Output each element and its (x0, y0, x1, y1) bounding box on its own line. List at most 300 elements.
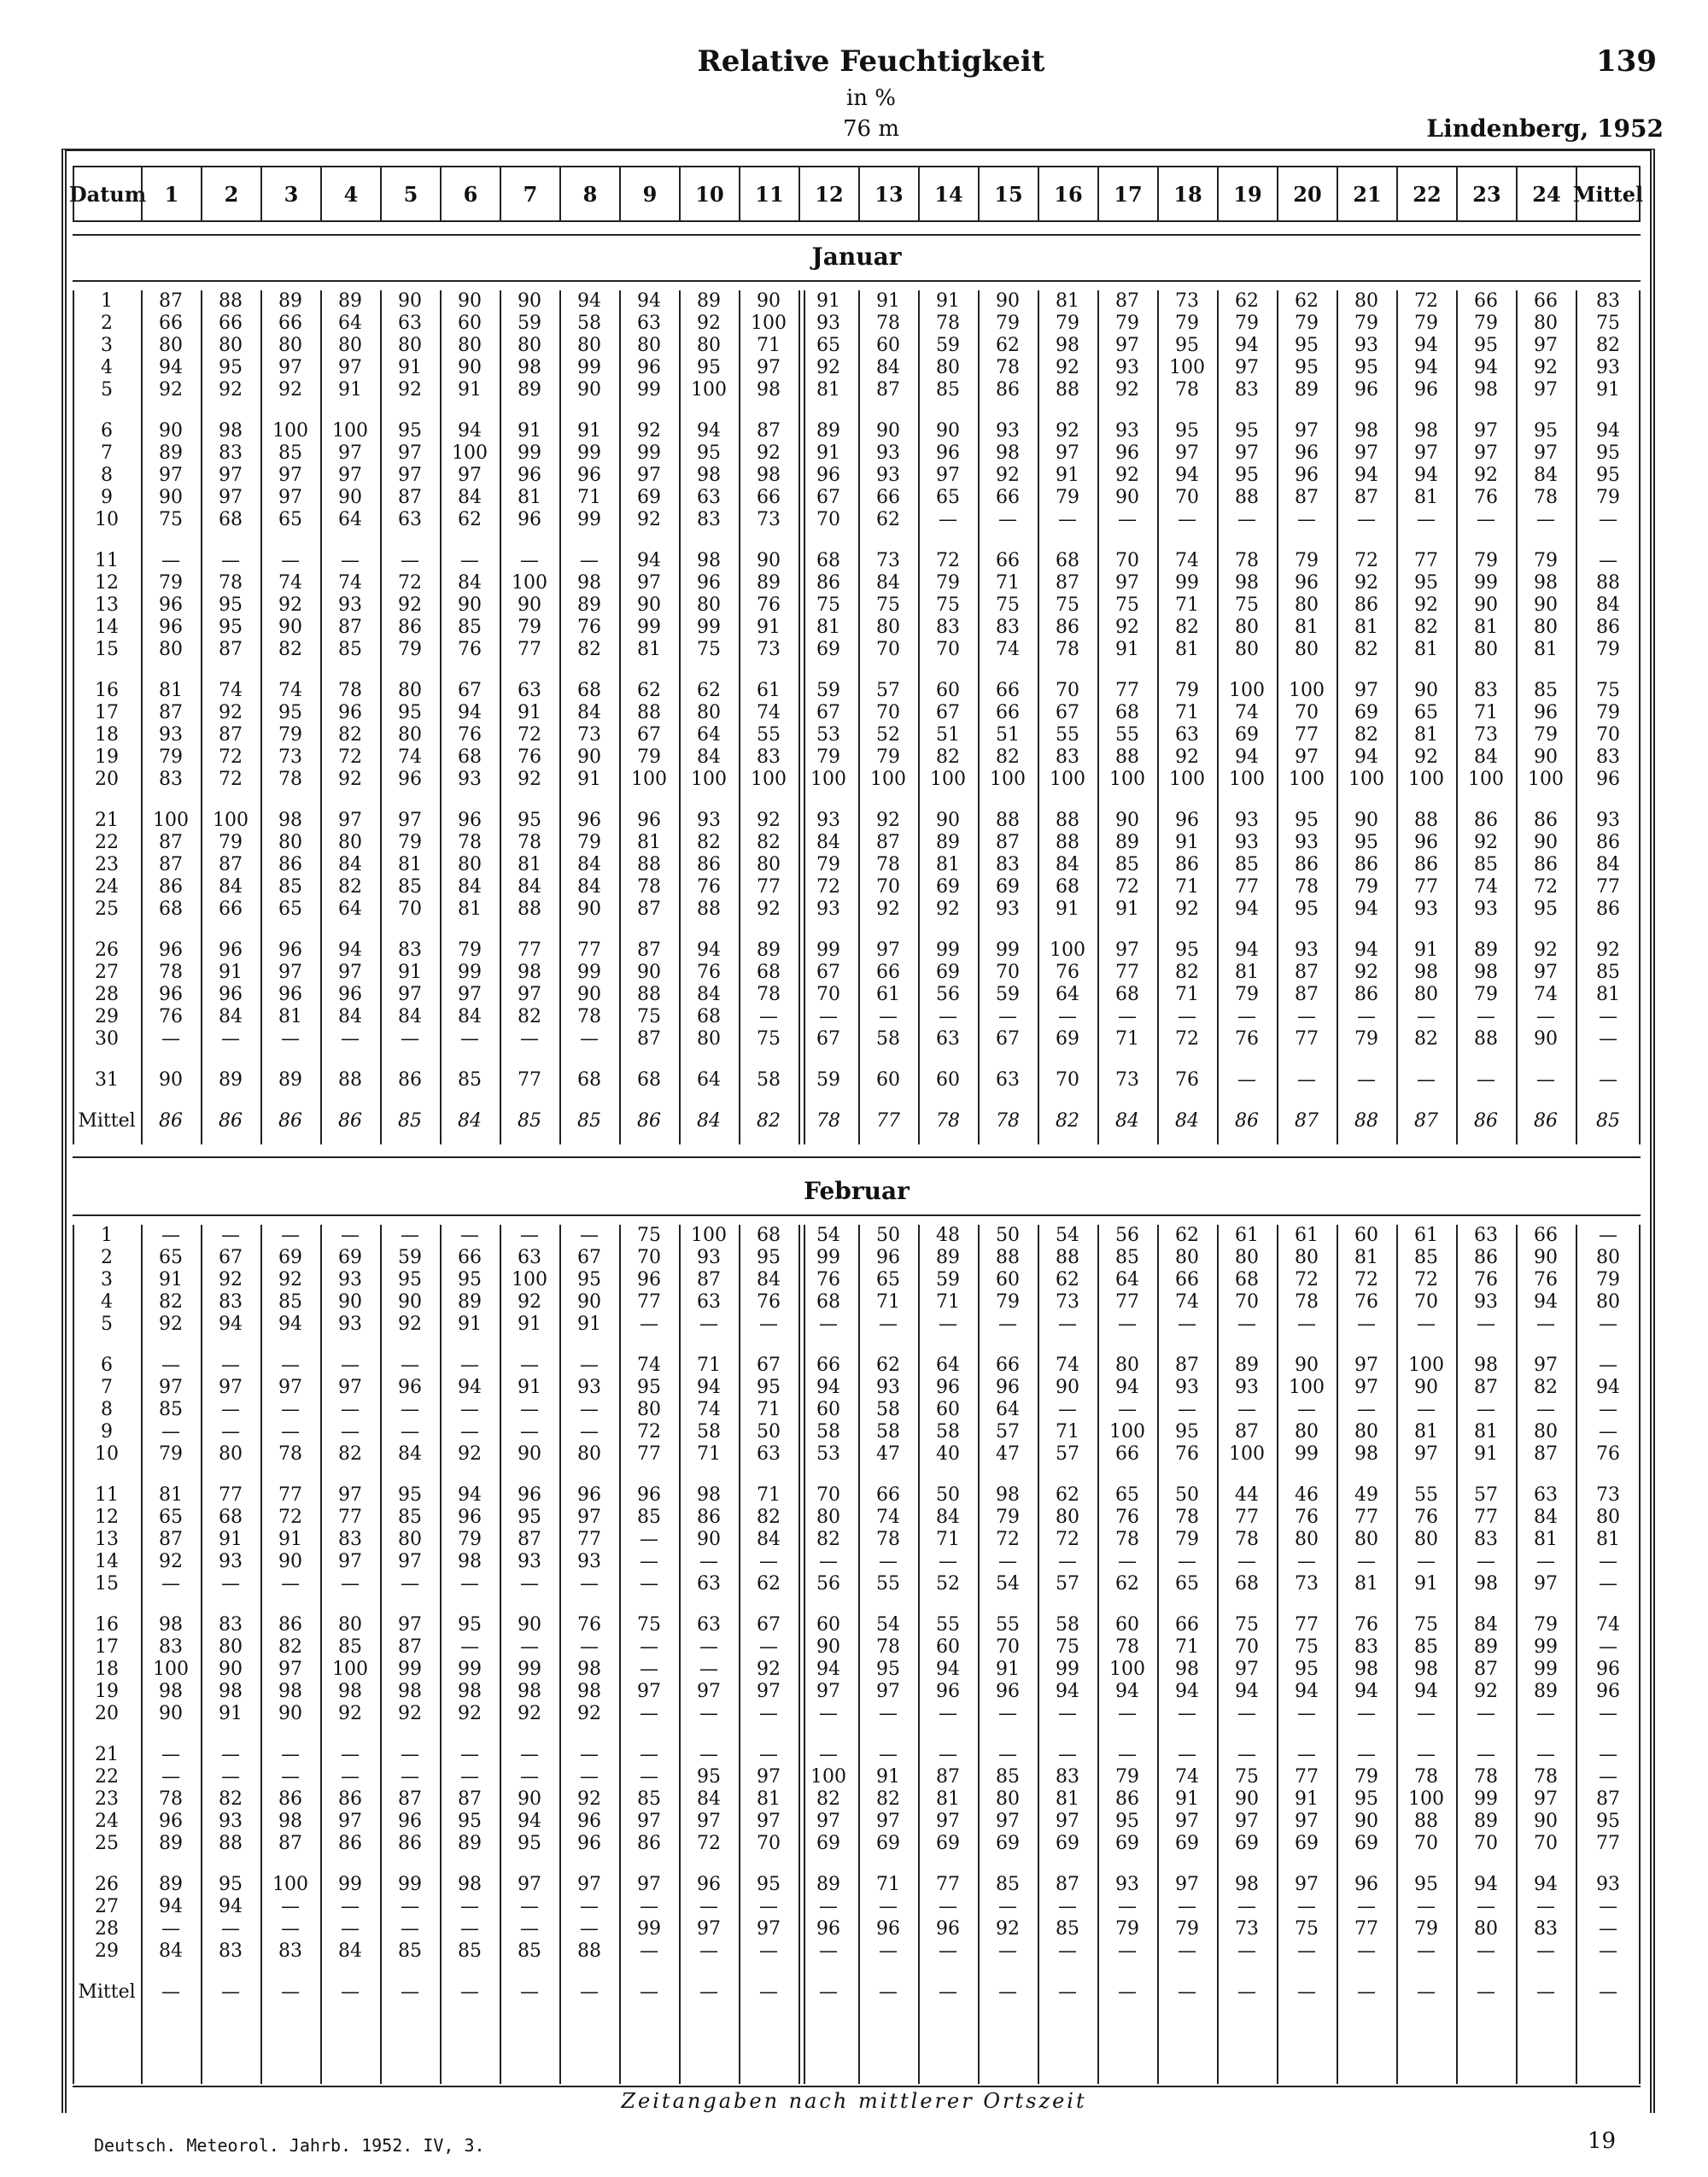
humidity-cell: 83 (1235, 379, 1259, 401)
humidity-cell: — (161, 1028, 180, 1050)
humidity-cell: 80 (1534, 313, 1558, 334)
humidity-cell: 93 (876, 1377, 900, 1398)
humidity-cell: — (819, 1314, 838, 1335)
humidity-cell: 90 (757, 290, 781, 312)
table-row (73, 1614, 1641, 1636)
humidity-cell: 65 (876, 1269, 900, 1290)
table-row (73, 1028, 1641, 1050)
humidity-cell: 74 (398, 746, 422, 768)
humidity-cell: 90 (996, 290, 1020, 312)
humidity-cell: 82 (757, 832, 781, 853)
humidity-cell: 97 (338, 1484, 362, 1506)
humidity-cell: 51 (996, 724, 1020, 746)
humidity-cell: 94 (458, 1377, 482, 1398)
humidity-cell: — (281, 1399, 300, 1420)
hourly-mean-cell: 82 (757, 1110, 781, 1132)
table-row (73, 962, 1641, 984)
humidity-cell: 92 (1354, 962, 1378, 983)
humidity-cell: 77 (518, 939, 541, 961)
humidity-cell: 57 (1056, 1573, 1079, 1595)
humidity-cell: 90 (398, 290, 422, 312)
humidity-cell: — (998, 1896, 1017, 1917)
humidity-cell: — (1118, 1551, 1137, 1572)
humidity-cell: 67 (816, 962, 840, 983)
humidity-cell: 77 (1235, 876, 1259, 898)
humidity-cell: 79 (1056, 487, 1079, 508)
humidity-cell: 71 (1474, 702, 1498, 723)
humidity-cell: 98 (1354, 1443, 1378, 1465)
humidity-cell: 96 (577, 1484, 601, 1506)
humidity-cell: 80 (757, 854, 781, 875)
humidity-cell: 72 (219, 746, 243, 768)
humidity-cell: — (819, 1896, 838, 1917)
humidity-cell: — (161, 1918, 180, 1940)
humidity-cell: 81 (816, 617, 840, 638)
humidity-cell: 75 (1414, 1614, 1438, 1636)
month-heading-februar: Februar (804, 1177, 910, 1205)
humidity-cell: — (1536, 1940, 1555, 1962)
humidity-cell: 80 (159, 335, 183, 356)
humidity-cell: 100 (332, 1659, 368, 1680)
humidity-cell: 63 (518, 1247, 541, 1268)
humidity-cell: 76 (697, 876, 721, 898)
humidity-cell: 95 (518, 1507, 541, 1528)
date-cell: 18 (95, 724, 119, 746)
humidity-cell: 87 (1295, 984, 1319, 1005)
humidity-cell: 92 (996, 465, 1020, 486)
humidity-cell: 70 (1235, 1636, 1259, 1658)
humidity-cell: 73 (1235, 1918, 1259, 1940)
humidity-cell: 95 (1175, 420, 1199, 442)
humidity-cell: 65 (159, 1247, 183, 1268)
humidity-cell: 77 (637, 1443, 661, 1465)
humidity-cell: 82 (1175, 617, 1199, 638)
humidity-cell: — (1297, 1703, 1316, 1724)
humidity-cell: 97 (1474, 442, 1498, 464)
humidity-cell: 99 (398, 1874, 422, 1895)
humidity-cell: — (640, 1703, 658, 1724)
humidity-cell: 76 (577, 617, 601, 638)
humidity-cell: 72 (936, 550, 960, 571)
humidity-cell: 94 (1235, 335, 1259, 356)
daily-mean-cell: — (1599, 1918, 1617, 1940)
humidity-cell: 90 (1354, 1811, 1378, 1832)
hourly-mean-cell: — (998, 1981, 1017, 2003)
table-row (73, 1247, 1641, 1269)
date-cell: 11 (95, 550, 119, 571)
humidity-cell: 98 (1414, 1659, 1438, 1680)
humidity-cell: — (401, 1896, 419, 1917)
humidity-cell: 95 (1474, 335, 1498, 356)
humidity-cell: 83 (219, 1291, 243, 1313)
humidity-cell: 100 (272, 1874, 308, 1895)
humidity-cell: 74 (278, 572, 302, 594)
humidity-cell: 96 (398, 1377, 422, 1398)
humidity-cell: 73 (876, 550, 900, 571)
humidity-cell: 80 (996, 1788, 1020, 1810)
humidity-cell: 75 (1056, 1636, 1079, 1658)
humidity-cell: 96 (159, 594, 183, 616)
humidity-cell: — (1118, 1399, 1137, 1420)
daily-mean-cell: 93 (1596, 810, 1620, 831)
humidity-cell: — (520, 1399, 539, 1420)
humidity-cell: — (1417, 1006, 1436, 1027)
humidity-cell: 70 (996, 962, 1020, 983)
humidity-cell: 59 (996, 984, 1020, 1005)
humidity-cell: 48 (936, 1225, 960, 1246)
humidity-cell: 65 (1414, 702, 1438, 723)
humidity-cell: 92 (219, 379, 243, 401)
humidity-cell: — (1178, 1551, 1196, 1572)
humidity-cell: 87 (278, 1833, 302, 1854)
humidity-cell: — (460, 1399, 479, 1420)
humidity-cell: 69 (338, 1247, 362, 1268)
humidity-cell: 87 (159, 290, 183, 312)
humidity-cell: 63 (1474, 1225, 1498, 1246)
daily-mean-cell: — (1599, 1766, 1617, 1788)
humidity-cell: — (401, 1399, 419, 1420)
humidity-cell: 97 (1056, 1811, 1079, 1832)
humidity-cell: 85 (398, 1507, 422, 1528)
humidity-cell: 73 (1115, 1069, 1139, 1091)
humidity-cell: 86 (278, 1788, 302, 1810)
humidity-cell: 96 (936, 1918, 960, 1940)
humidity-cell: 81 (1414, 487, 1438, 508)
humidity-cell: 93 (458, 769, 482, 790)
humidity-cell: 80 (159, 639, 183, 660)
humidity-cell: 96 (876, 1247, 900, 1268)
humidity-cell: 84 (1056, 854, 1079, 875)
humidity-cell: 99 (398, 1659, 422, 1680)
humidity-cell: 97 (398, 810, 422, 831)
humidity-cell: 97 (697, 1918, 721, 1940)
humidity-cell: 80 (697, 335, 721, 356)
humidity-cell: 97 (577, 1874, 601, 1895)
humidity-cell: — (939, 1551, 957, 1572)
humidity-cell: 57 (876, 680, 900, 701)
humidity-cell: — (1417, 1940, 1436, 1962)
humidity-cell: 99 (816, 939, 840, 961)
humidity-cell: 50 (876, 1225, 900, 1246)
humidity-cell: 86 (1534, 810, 1558, 831)
humidity-cell: 63 (518, 680, 541, 701)
humidity-cell: 96 (1414, 832, 1438, 853)
humidity-cell: 78 (996, 357, 1020, 378)
humidity-cell: 78 (1414, 1766, 1438, 1788)
column-header-hour: 15 (978, 167, 1038, 220)
humidity-cell: 89 (936, 1247, 960, 1268)
humidity-cell: 94 (1534, 1874, 1558, 1895)
humidity-cell: 92 (398, 1703, 422, 1724)
humidity-cell: 91 (1056, 465, 1079, 486)
humidity-cell: 64 (1115, 1269, 1139, 1290)
humidity-cell: 82 (996, 746, 1020, 768)
humidity-cell: — (939, 1744, 957, 1765)
humidity-cell: 90 (1235, 1788, 1259, 1810)
humidity-cell: 99 (637, 442, 661, 464)
humidity-cell: 70 (1414, 1291, 1438, 1313)
humidity-cell: 87 (1474, 1659, 1498, 1680)
humidity-cell: 94 (1235, 1681, 1259, 1702)
humidity-cell: 92 (278, 379, 302, 401)
humidity-cell: 72 (1354, 550, 1378, 571)
humidity-cell: 83 (219, 442, 243, 464)
humidity-cell: 79 (996, 1507, 1020, 1528)
humidity-cell: 97 (219, 487, 243, 508)
humidity-cell: 92 (1175, 746, 1199, 768)
humidity-cell: — (1536, 1703, 1555, 1724)
humidity-cell: 95 (697, 357, 721, 378)
humidity-cell: — (699, 1659, 718, 1680)
humidity-cell: 81 (1175, 639, 1199, 660)
humidity-cell: — (1118, 509, 1137, 530)
date-cell: 25 (95, 898, 119, 920)
humidity-cell: 79 (1534, 550, 1558, 571)
humidity-cell: 94 (637, 290, 661, 312)
humidity-cell: 96 (577, 1833, 601, 1854)
humidity-cell: — (699, 1940, 718, 1962)
humidity-cell: 59 (936, 1269, 960, 1290)
humidity-cell: 76 (1354, 1614, 1378, 1636)
humidity-cell: 80 (1414, 1529, 1438, 1550)
humidity-cell: — (640, 1940, 658, 1962)
table-row (73, 1377, 1641, 1399)
humidity-cell: 75 (1115, 594, 1139, 616)
humidity-cell: 84 (816, 832, 840, 853)
humidity-cell: — (1477, 1896, 1495, 1917)
humidity-cell: 91 (1175, 832, 1199, 853)
humidity-cell: 94 (219, 1896, 243, 1917)
humidity-cell: — (401, 1744, 419, 1765)
humidity-cell: — (998, 509, 1017, 530)
humidity-cell: 95 (1295, 810, 1319, 831)
humidity-cell: 76 (1235, 1028, 1259, 1050)
humidity-cell: — (520, 1766, 539, 1788)
humidity-cell: 99 (816, 1247, 840, 1268)
column-header-hour: 8 (559, 167, 619, 220)
humidity-cell: 97 (1235, 442, 1259, 464)
humidity-cell: 95 (577, 1269, 601, 1290)
hourly-mean-cell: — (699, 1981, 718, 2003)
humidity-cell: 80 (1175, 1247, 1199, 1268)
humidity-cell: 78 (1474, 1766, 1498, 1788)
humidity-cell: 64 (1056, 984, 1079, 1005)
humidity-cell: 65 (936, 487, 960, 508)
humidity-cell: 96 (1534, 702, 1558, 723)
humidity-cell: — (161, 1766, 180, 1788)
humidity-cell: 97 (1534, 1573, 1558, 1595)
humidity-cell: 90 (338, 1291, 362, 1313)
humidity-cell: 54 (816, 1225, 840, 1246)
humidity-cell: 80 (1295, 594, 1319, 616)
humidity-cell: — (1477, 1314, 1495, 1335)
humidity-cell: 75 (637, 1006, 661, 1027)
humidity-cell: — (1417, 1896, 1436, 1917)
humidity-cell: 61 (1414, 1225, 1438, 1246)
humidity-cell: 95 (697, 1766, 721, 1788)
humidity-cell: 62 (458, 509, 482, 530)
humidity-cell: 71 (876, 1874, 900, 1895)
humidity-cell: 95 (757, 1874, 781, 1895)
table-row (73, 594, 1641, 617)
humidity-cell: 97 (398, 1614, 422, 1636)
humidity-cell: 93 (219, 1811, 243, 1832)
humidity-cell: 88 (996, 1247, 1020, 1268)
humidity-cell: 69 (936, 1833, 960, 1854)
humidity-cell: 84 (458, 876, 482, 898)
humidity-cell: 81 (936, 854, 960, 875)
humidity-cell: 93 (1115, 357, 1139, 378)
humidity-cell: 77 (1295, 1614, 1319, 1636)
daily-mean-cell: — (1599, 550, 1617, 571)
humidity-cell: 79 (1235, 984, 1259, 1005)
humidity-cell: 78 (278, 769, 302, 790)
humidity-cell: 84 (338, 1940, 362, 1962)
humidity-cell: 70 (1534, 1833, 1558, 1854)
humidity-cell: — (520, 1918, 539, 1940)
humidity-cell: 99 (1474, 572, 1498, 594)
humidity-cell: 97 (757, 1766, 781, 1788)
humidity-cell: 67 (757, 1614, 781, 1636)
humidity-cell: 79 (1414, 313, 1438, 334)
humidity-cell: 71 (876, 1291, 900, 1313)
humidity-cell: 85 (1115, 1247, 1139, 1268)
humidity-cell: 83 (936, 617, 960, 638)
humidity-cell: 92 (219, 702, 243, 723)
hourly-mean-cell: — (939, 1981, 957, 2003)
humidity-cell: 97 (577, 1507, 601, 1528)
humidity-cell: 91 (219, 1703, 243, 1724)
humidity-cell: — (1477, 1399, 1495, 1420)
humidity-cell: — (1237, 1069, 1256, 1091)
table-row (73, 702, 1641, 724)
humidity-cell: 87 (1115, 290, 1139, 312)
humidity-cell: 82 (936, 746, 960, 768)
humidity-cell: — (341, 1028, 360, 1050)
humidity-cell: — (580, 1355, 599, 1376)
humidity-cell: — (1178, 1940, 1196, 1962)
humidity-cell: 90 (637, 962, 661, 983)
humidity-cell: 87 (1295, 962, 1319, 983)
humidity-cell: 97 (518, 984, 541, 1005)
humidity-cell: — (640, 1766, 658, 1788)
humidity-cell: 66 (996, 550, 1020, 571)
humidity-cell: 82 (1414, 617, 1438, 638)
humidity-cell: 82 (1534, 1377, 1558, 1398)
humidity-cell: 95 (1115, 1811, 1139, 1832)
humidity-cell: 98 (1534, 572, 1558, 594)
daily-mean-cell: 82 (1596, 335, 1620, 356)
humidity-cell: 79 (1534, 724, 1558, 746)
humidity-cell: 79 (1534, 1614, 1558, 1636)
humidity-cell: 87 (996, 832, 1020, 853)
humidity-cell: 87 (219, 639, 243, 660)
humidity-cell: 90 (876, 420, 900, 442)
humidity-cell: 95 (518, 1833, 541, 1854)
table-row (73, 335, 1641, 357)
humidity-cell: 96 (518, 1484, 541, 1506)
humidity-cell: 100 (1289, 680, 1325, 701)
daily-mean-cell: 83 (1596, 290, 1620, 312)
humidity-cell: 94 (1115, 1377, 1139, 1398)
humidity-cell: — (1118, 1744, 1137, 1765)
humidity-cell: 70 (936, 639, 960, 660)
humidity-cell: 97 (1235, 1659, 1259, 1680)
humidity-cell: 87 (458, 1788, 482, 1810)
humidity-cell: 80 (876, 617, 900, 638)
humidity-cell: 55 (1414, 1484, 1438, 1506)
humidity-cell: 100 (512, 1269, 547, 1290)
humidity-cell: — (759, 1896, 778, 1917)
hourly-mean-cell: — (401, 1981, 419, 2003)
humidity-cell: — (1058, 1006, 1077, 1027)
humidity-cell: — (1297, 1399, 1316, 1420)
humidity-cell: 58 (1056, 1614, 1079, 1636)
humidity-cell: 85 (1235, 854, 1259, 875)
humidity-cell: — (1178, 1006, 1196, 1027)
humidity-cell: 79 (159, 1443, 183, 1465)
column-header-hour: 1 (141, 167, 201, 220)
humidity-cell: 98 (1414, 420, 1438, 442)
date-cell: 8 (101, 1399, 113, 1420)
humidity-cell: — (759, 1744, 778, 1765)
humidity-cell: 63 (398, 313, 422, 334)
humidity-cell: 70 (398, 898, 422, 920)
humidity-cell: 94 (577, 290, 601, 312)
hourly-mean-cell: 86 (338, 1110, 362, 1132)
humidity-cell: 99 (1534, 1636, 1558, 1658)
humidity-cell: 56 (936, 984, 960, 1005)
humidity-cell: 86 (398, 617, 422, 638)
humidity-cell: 72 (1056, 1529, 1079, 1550)
humidity-cell: 91 (577, 1314, 601, 1335)
humidity-cell: 73 (757, 639, 781, 660)
humidity-cell: 92 (577, 1703, 601, 1724)
humidity-cell: 80 (398, 1529, 422, 1550)
table-row (73, 939, 1641, 962)
humidity-cell: 70 (876, 876, 900, 898)
humidity-cell: 83 (1354, 1636, 1378, 1658)
humidity-cell: 83 (219, 1940, 243, 1962)
humidity-cell: 71 (697, 1355, 721, 1376)
humidity-cell: 72 (1354, 1269, 1378, 1290)
humidity-cell: 96 (816, 465, 840, 486)
table-row (73, 1573, 1641, 1595)
humidity-cell: 90 (458, 357, 482, 378)
humidity-cell: 76 (1295, 1507, 1319, 1528)
humidity-cell: 92 (398, 1314, 422, 1335)
hourly-mean-cell: — (341, 1981, 360, 2003)
humidity-cell: 74 (278, 680, 302, 701)
humidity-cell: 71 (1175, 984, 1199, 1005)
humidity-cell: 97 (757, 1681, 781, 1702)
humidity-cell: 80 (338, 335, 362, 356)
humidity-cell: 62 (876, 509, 900, 530)
hourly-mean-cell: — (520, 1981, 539, 2003)
humidity-cell: 85 (338, 1636, 362, 1658)
humidity-cell: 93 (1175, 1377, 1199, 1398)
humidity-cell: 69 (1354, 702, 1378, 723)
humidity-cell: 100 (691, 769, 727, 790)
table-row (73, 1744, 1641, 1766)
humidity-cell: — (998, 1551, 1017, 1572)
humidity-cell: 93 (816, 313, 840, 334)
humidity-cell: 100 (153, 1659, 189, 1680)
table-row (73, 1918, 1641, 1940)
humidity-cell: 88 (1056, 379, 1079, 401)
humidity-cell: 95 (1354, 832, 1378, 853)
column-header-hour: 16 (1038, 167, 1097, 220)
